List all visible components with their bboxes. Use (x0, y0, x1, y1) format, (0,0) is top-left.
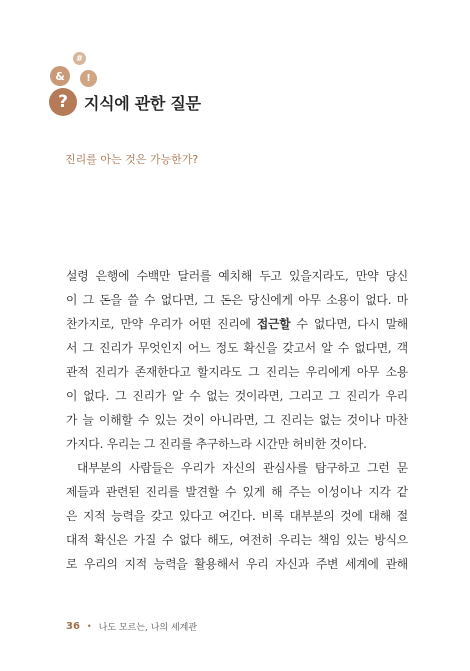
body-line: 이 그 돈을 쓸 수 없다면, 그 돈은 당신에게 아무 소용이 없다. 마 (66, 293, 408, 307)
footer-separator-icon: • (86, 622, 92, 631)
body-line: 서 그 진리가 무엇인지 어느 정도 확신을 갖고서 알 수 없다면, 객 (66, 341, 408, 355)
body-line (66, 312, 408, 336)
body-text (66, 264, 408, 576)
page-footer (66, 620, 197, 633)
hash-badge-icon: # (73, 52, 86, 65)
exclamation-badge-icon: ! (80, 70, 97, 87)
body-line-segment: 찬가지로, 만약 우리가 어떤 진리에 (66, 317, 257, 331)
body-line: 제들과 관련된 진리를 발견할 수 있게 해 주는 이성이나 지각 같 (66, 485, 408, 499)
body-line: 설령 은행에 수백만 달러를 예치해 두고 있을지라도, 만약 당신 (66, 269, 408, 283)
body-line: 가 늘 이해할 수 있는 것이 아니라면, 그 진리는 없는 것이나 마찬 (66, 413, 408, 427)
body-line: 로 우리의 지적 능력을 활용해서 우리 자신과 주변 세계에 관해 (66, 557, 408, 571)
body-line: 가지다. 우리는 그 진리를 추구하느라 시간만 허비한 것이다. (66, 437, 367, 451)
ampersand-badge-icon: & (50, 66, 70, 86)
question-badge-icon: ? (49, 88, 77, 116)
emphasized-word: 접근할 (256, 317, 291, 331)
chapter-subtitle: 진리를 아는 것은 가능한가? (65, 153, 199, 166)
body-line: 대적 확신은 가질 수 없다 해도, 여전히 우리는 책임 있는 방식으 (66, 533, 408, 547)
page-number: 36 (66, 621, 80, 632)
body-line: 대부분의 사람들은 우리가 자신의 관심사를 탐구하고 그런 문 (77, 461, 408, 475)
body-line: 관적 진리가 존재한다고 할지라도 그 진리는 우리에게 아무 소용 (66, 365, 408, 379)
chapter-title: 지식에 관한 질문 (84, 94, 201, 113)
body-line-segment: 수 없다면, 다시 말해 (290, 317, 408, 331)
running-title: 나도 모르는, 나의 세계관 (98, 623, 198, 633)
body-line: 은 지적 능력을 갖고 있다고 여긴다. 비록 대부분의 것에 대해 절 (66, 509, 408, 523)
body-line: 이 없다. 그 진리가 알 수 없는 것이라면, 그리고 그 진리가 우리 (66, 389, 408, 403)
